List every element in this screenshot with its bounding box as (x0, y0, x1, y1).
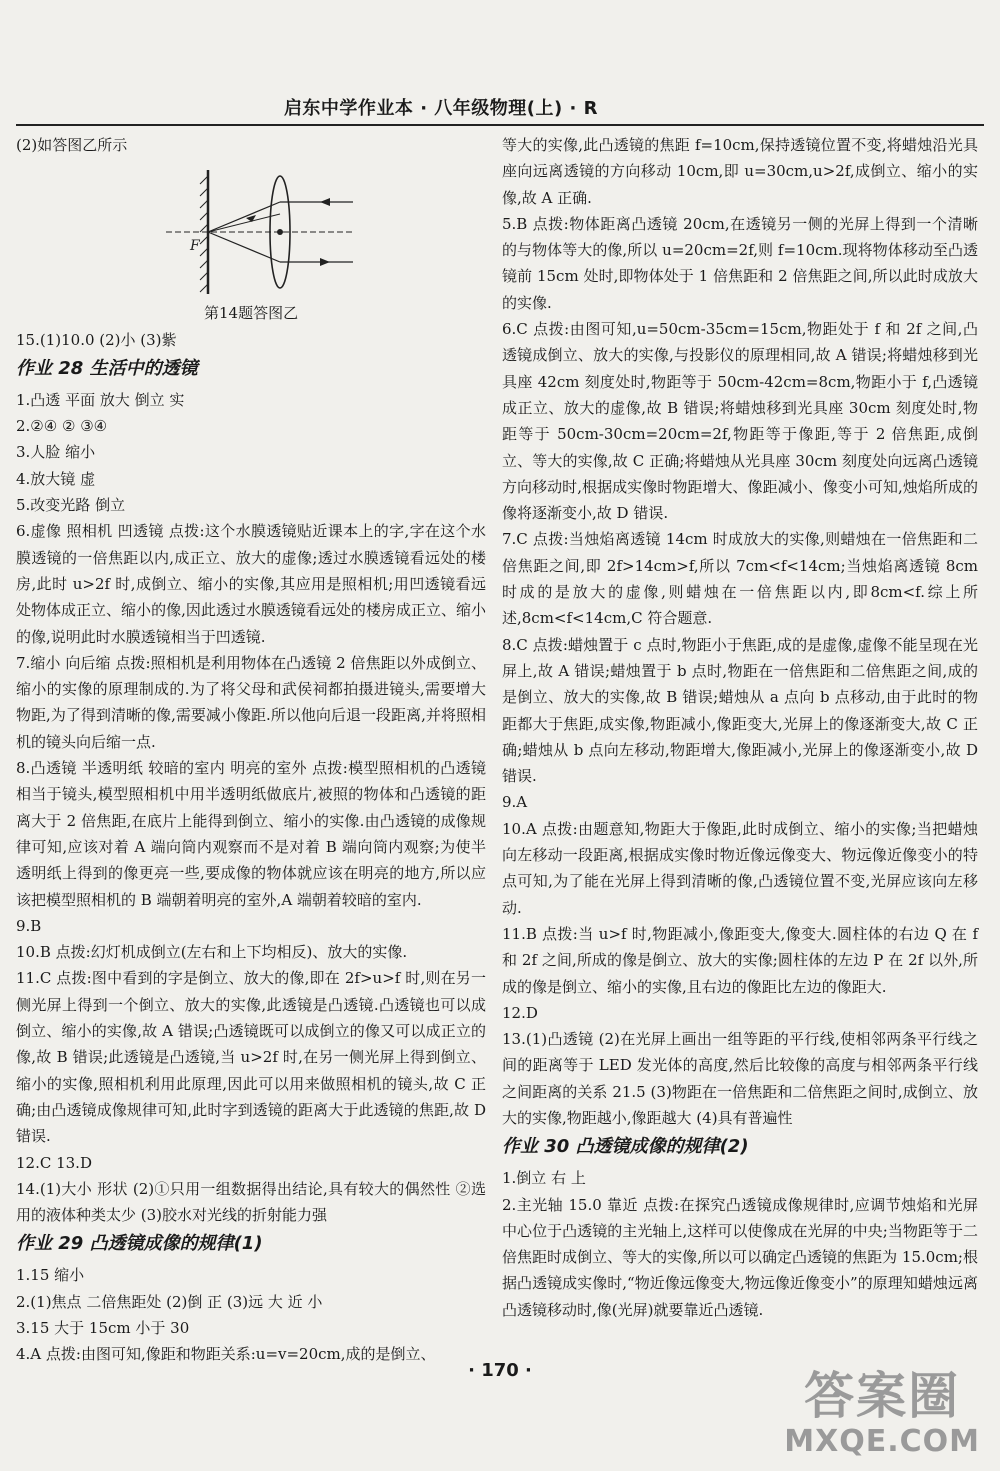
site-watermark (784, 1368, 980, 1459)
section-title-29: 作业 29 凸透镜成像的规律(1) (16, 1233, 263, 1255)
answer-item: 9.A (502, 793, 528, 812)
answer-item: 2.主光轴 15.0 靠近 点拨:在探究凸透镜成像规律时,应调节烛焰和光屏中心位于凸透镜的主光轴上,这样可以使像成在光屏的中央;当物距等于二倍焦距时成倒立、等大的实像,所以可以确定凸透镜的焦距为 15.0cm;根据凸透镜成实像时,“物近像远像变大,物远像近像变小”的原理知蜡烛远离凸透镜移动时,像(光屏)就要靠近凸透镜. (502, 1195, 978, 1319)
watermark-logo-text: 答案圈 (804, 1367, 961, 1425)
answer-14-2: (2)如答图乙所示 (16, 136, 128, 154)
answer-item: 等大的实像,此凸透镜的焦距 f=10cm,保持透镜位置不变,将蜡烛沿光具座向远离透镜的方向移动 10cm,即 u=30cm,u>2f,成倒立、缩小的实像,故 A 正确. (502, 136, 978, 207)
section-title-30: 作业 30 凸透镜成像的规律(2) (502, 1136, 749, 1158)
answer-item: 2.②④ ② ③④ (16, 417, 108, 436)
answer-item: 3.人脸 缩小 (16, 443, 96, 462)
answer-item: 11.C 点拨:图中看到的字是倒立、放大的像,即在 2f>u>f 时,则在另一侧光屏上得到一个倒立、放大的实像,此透镜是凸透镜.凸透镜也可以成倒立、缩小的实像,故 A 错误;凸透镜既可以成倒立的像又可以成正立的像,故 B 错误;此透镜是凸透镜,当 u>2f 时,在另一侧光屏上得到倒立、缩小的实像,照相机利用此原理,因此可以用来做照相机的镜头,故 C 正确;由凸透镜成像规律可知,此时字到透镜的距离大于此透镜的焦距,故 D 错误. (16, 969, 486, 1146)
lens-ray-diagram (148, 162, 358, 300)
answer-item: 1.15 缩小 (16, 1266, 85, 1285)
answer-item: 7.C 点拨:当烛焰离透镜 14cm 时成放大的实像,则蜡烛在一倍焦距和二倍焦距之间,即 2f>14cm>f,所以 7cm<f<14cm;当烛焰离透镜 8cm 时成的是放大的虚像,则蜡烛在一倍焦距以内,即8cm<f.综上所述,8cm<f<14cm,C 符合题意. (502, 530, 978, 628)
answer-item: 10.A 点拨:由题意知,物距大于像距,此时成倒立、缩小的实像;当把蜡烛向左移动一段距离,根据成实像时物近像远像变大、物远像近像变小的特点可知,为了能在光屏上得到清晰的像,凸透镜位置不变,光屏应该向左移动. (502, 819, 978, 917)
answer-item: 5.改变光路 倒立 (16, 496, 126, 515)
answer-item: 1.倒立 右 上 (502, 1169, 586, 1188)
answer-item: 12.C 13.D (16, 1153, 92, 1172)
answer-item: 13.(1)凸透镜 (2)在光屏上画出一组等距的平行线,使相邻两条平行线之间的距离等于 LED 发光体的高度,然后比较像的高度与相邻两条平行线之间距离的关系 21.5 (3)物距在一倍焦距和二倍焦距之间时,成倒立、放大的实像,物距越小,像距越大 (4)具有普遍性 (502, 1030, 978, 1127)
answer-item: 4.A 点拨:由图可知,像距和物距关系:u=v=20cm,成的是倒立、 (16, 1345, 436, 1364)
watermark-url: MXQE.COM (784, 1424, 980, 1459)
answer-item: 5.B 点拨:物体距离凸透镜 20cm,在透镜另一侧的光屏上得到一个清晰的与物体等大的像,所以 u=20cm=2f,则 f=10cm.现将物体移动至凸透镜前 15cm 处时,即物体处于 1 倍焦距和 2 倍焦距之间,所以此时成放大的实像. (502, 214, 978, 312)
answer-item: 4.放大镜 虚 (16, 469, 96, 488)
section-title-28: 作业 28 生活中的透镜 (16, 357, 198, 379)
left-column (16, 132, 486, 1368)
answer-item: 1.凸透 平面 放大 倒立 实 (16, 390, 185, 409)
page-header (16, 86, 984, 126)
answer-item: 8.凸透镜 半透明纸 较暗的室内 明亮的室外 点拨:模型照相机的凸透镜相当于镜头,模型照相机中用半透明纸做底片,被照的物体和凸透镜的距离大于 2 倍焦距,在底片上能得到倒立、缩小的实像.由凸透镜的成像规律可知,应该对着 A 端向筒内观察而不是对着 B 端向筒内观察;为使半透明纸上得到的像更亮一些,要成像的物体就应该在明亮的地方,所以应该把模型照相机的 B 端朝着明亮的室外,A 端朝着较暗的室内. (16, 759, 486, 909)
figure-caption: 第14题答图乙 (204, 304, 299, 323)
answer-item: 3.15 大于 15cm 小于 30 (16, 1318, 190, 1337)
answer-item: 2.(1)焦点 二倍焦距处 (2)倒 正 (3)远 大 近 小 (16, 1292, 323, 1311)
answer-item: 11.B 点拨:当 u>f 时,物距减小,像距变大,像变大.圆柱体的右边 Q 在 f 和 2f 之间,所成的像是倒立、放大的实像;圆柱体的左边 P 在 2f 以外,所成的像是倒立、缩小的实像,且右边的像距比左边的像距大. (502, 924, 978, 996)
header-title: 启东中学作业本 · 八年级物理(上) · R (283, 98, 598, 119)
focus-label: F (190, 238, 200, 255)
answer-item: 14.(1)大小 形状 (2)①只用一组数据得出结论,具有较大的偶然性 ②选用的液体种类太少 (3)胶水对光线的折射能力强 (16, 1179, 486, 1225)
answer-item: 7.缩小 向后缩 点拨:照相机是利用物体在凸透镜 2 倍焦距以外成倒立、缩小的实像的原理制成的.为了将父母和武侯祠都拍摄进镜头,需要增大物距,为了得到清晰的像,需要减小像距.所以他向后退一段距离,并将照相机的镜头向后缩一点. (16, 653, 486, 751)
answer-item: 6.虚像 照相机 凹透镜 点拨:这个水膜透镜贴近课本上的字,字在这个水膜透镜的一倍焦距以内,成正立、放大的虚像;透过水膜透镜看远处的楼房,此时 u>2f 时,成倒立、缩小的实像,其应用是照相机;用凹透镜看远处物体成正立、缩小的像,因此透过水膜透镜看远处的楼房成正立、缩小的像,说明此时水膜透镜相当于凹透镜. (16, 522, 486, 646)
answer-item: 9.B (16, 916, 42, 935)
answer-item: 8.C 点拨:蜡烛置于 c 点时,物距小于焦距,成的是虚像,虚像不能呈现在光屏上,故 A 错误;蜡烛置于 b 点时,物距在一倍焦距和二倍焦距之间,成的是倒立、放大的实像,故 B 错误;蜡烛从 a 点向 b 点移动,由于此时的物距都大于焦距,成实像,物距减小,像距变大,光屏上的像逐渐变大,故 C 正确;蜡烛从 b 点向左移动,物距增大,像距减小,光屏上的像逐渐变小,故 D 错误. (502, 635, 978, 786)
answer-item: 6.C 点拨:由图可知,u=50cm-35cm=15cm,物距处于 f 和 2f 之间,凸透镜成倒立、放大的实像,与投影仪的原理相同,故 A 错误;将蜡烛移到光具座 42cm 刻度处时,物距等于 50cm-42cm=8cm,物距小于 f,凸透镜成正立、放大的虚像,故 B 错误;将蜡烛移到光具座 30cm 刻度处时,物距等于 50cm-30cm=20cm=2f,物距等于像距,等于 2 倍焦距,成倒立、等大的实像,故 C 正确;将蜡烛从光具座 30cm 刻度处向远离凸透镜方向移动时,根据成实像时物距增大、像距减小、像变小可知,烛焰所成的像将逐渐变小,故 D 错误. (502, 320, 978, 523)
page-number: · 170 · (468, 1360, 532, 1381)
answer-item: 12.D (502, 1003, 538, 1022)
figure-14-b (16, 162, 486, 300)
answer-15: 15.(1)10.0 (2)小 (3)紫 (16, 330, 177, 349)
right-column (502, 132, 978, 1323)
answer-item: 10.B 点拨:幻灯机成倒立(左右和上下均相反)、放大的实像. (16, 943, 408, 962)
